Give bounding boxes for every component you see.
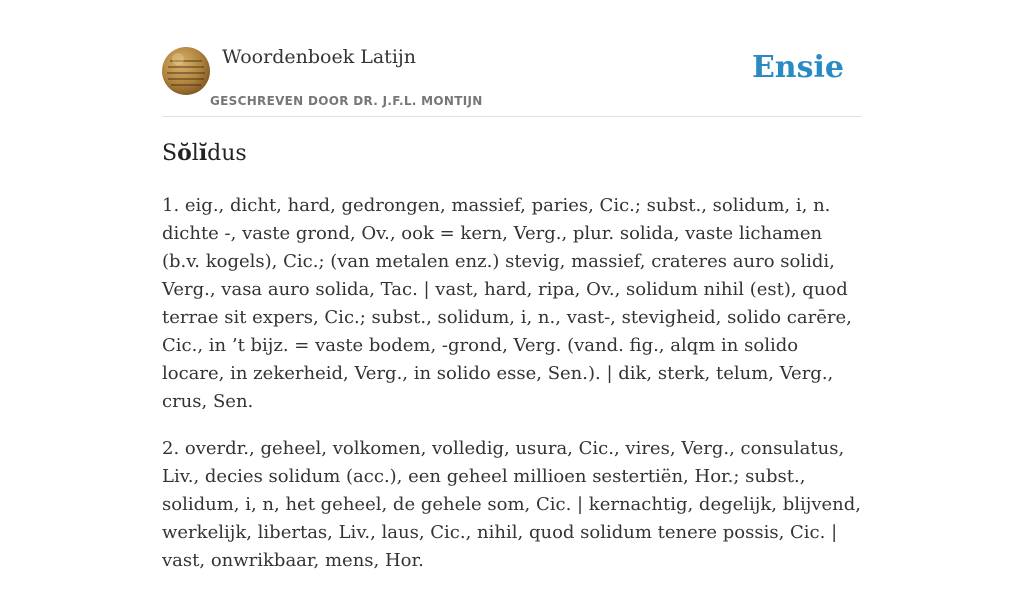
headword-part: l [191,141,199,166]
author-byline[interactable]: GESCHREVEN DOOR DR. J.F.L. MONTIJN [210,94,483,108]
headword-part: S [162,141,178,166]
book-title[interactable]: Woordenboek Latijn [222,46,417,68]
page [162,0,862,571]
entry-headword [162,140,247,166]
headword-part-bold: ŏ [177,140,192,166]
bronze-inscription-medallion-icon[interactable] [162,47,210,95]
headword-part-bold: ĭ [198,140,208,166]
definition-paragraph: 2. overdr., geheel, volkomen, volledig, usura, Cic., vires, Verg., consulatus, Liv., decies solidum (acc.), een geheel millioen sestertiën, Hor.; subst., solidum, i, n, het geheel, de gehele som, Cic. | kernachtig, degelijk, blijvend, werkelijk, libertas, Liv., laus, Cic., nihil, quod solidum tenere possis, Cic. | vast, onwrikbaar, mens, Hor. [162,438,861,571]
headword-part: dus [207,141,247,166]
header [162,0,862,117]
definition-paragraph: 1. eig., dicht, hard, gedrongen, massief, paries, Cic.; subst., solidum, i, n. dichte -, vaste grond, Ov., ook = kern, Verg., plur. solida, vaste lichamen (b.v. kogels), Cic.; (van metalen enz.) stevig, massief, crateres auro solidi, Verg., vasa auro solida, Tac. | vast, hard, ripa, Ov., solidum nihil (est), quod terrae sit expers, Cic.; subst., solidum, i, n., vast-, stevigheid, solido carēre, Cic., in ’t bijz. = vaste bodem, -grond, Verg. (vand. fig., alqm in solido locare, in zekerheid, Verg., in solido esse, Sen.). | dik, sterk, telum, Verg., crus, Sen. [162,195,852,412]
ensie-logo-link[interactable]: Ensie [751,50,844,85]
entry-definition [162,192,862,594]
